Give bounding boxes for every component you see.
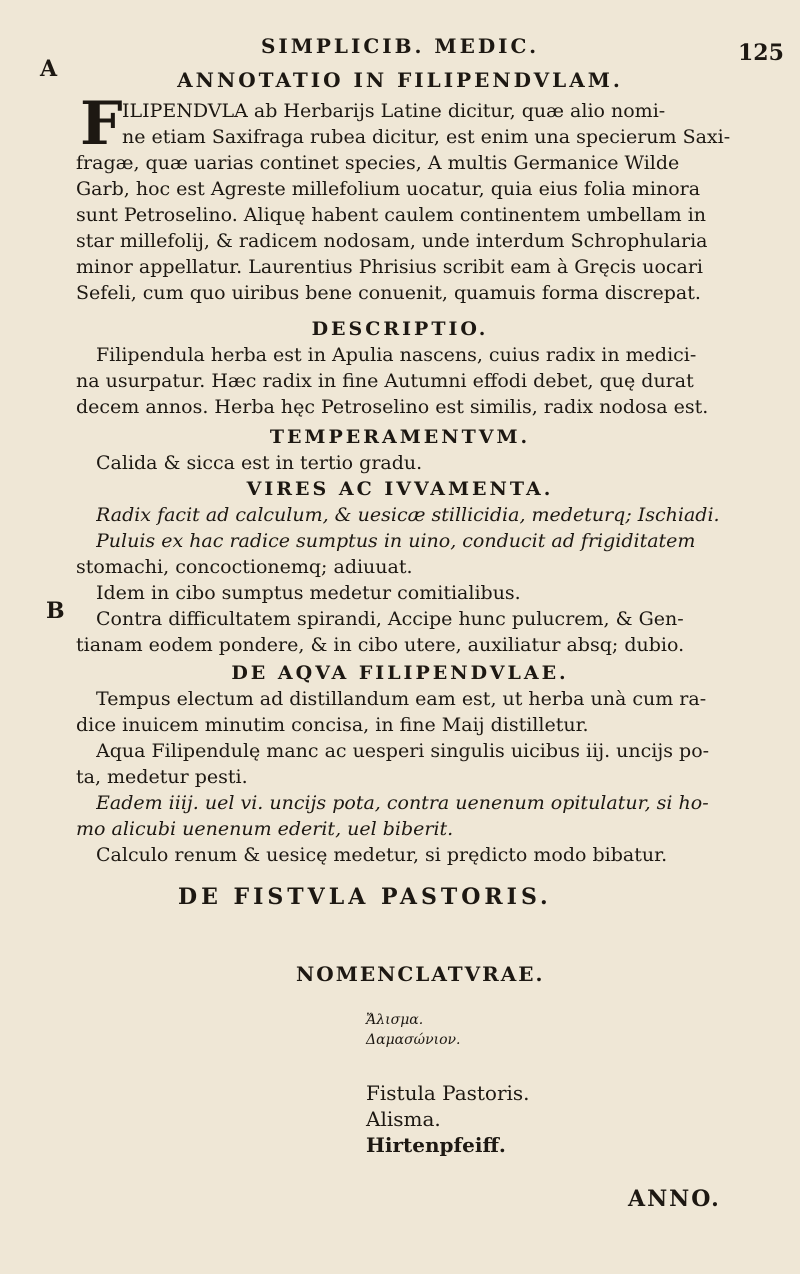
page-number: 125: [738, 40, 784, 66]
text-line: Idem in cibo sumptus medetur comitialibus.: [96, 582, 521, 604]
text-line: Filipendula herba est in Apulia nascens, cuius radix in medici-: [96, 344, 697, 366]
intro-paragraph: [76, 150, 736, 306]
text-line: ILIPENDVLA ab Herbarijs Latine dicitur, quæ alio nomi-: [122, 100, 666, 122]
text-line: dice inuicem minutim concisa, in fine Maij distilletur.: [76, 714, 589, 736]
margin-letter-a: A: [40, 56, 58, 82]
text-line: fragæ, quæ uarias continet species, A multis Germanice Wilde: [76, 152, 680, 174]
text-line: Puluis ex hac radice sumptus in uino, conducit ad frigiditatem: [96, 530, 696, 552]
text-line: Calida & sicca est in tertio gradu.: [96, 452, 423, 474]
aqua-paragraph: [76, 686, 756, 868]
heading-descriptio: DESCRIPTIO.: [311, 318, 489, 340]
greek-name: Δαμασώνιον.: [366, 1032, 461, 1048]
text-line: ta, medetur pesti.: [76, 766, 248, 788]
text-line: stomachi, concoctionemq; adiuuat.: [76, 556, 413, 578]
text-line: Aqua Filipendulę manc ac uesperi singulis uicibus iij. uncijs po-: [96, 740, 710, 762]
temperamentum-paragraph: [96, 450, 756, 476]
margin-letter-b: B: [46, 598, 65, 624]
vires-paragraph: [76, 502, 756, 658]
running-head: SIMPLICIB. MEDIC.: [260, 34, 540, 58]
text-line: mo alicubi uenenum ederit, uel biberit.: [76, 818, 454, 840]
greek-names: [366, 1010, 460, 1050]
text-line: star millefolij, & radicem nodosam, unde interdum Schrophularia: [76, 230, 708, 252]
heading-vires: VIRES AC IVVAMENTA.: [246, 478, 554, 500]
text-line: minor appellatur. Laurentius Phrisius scribit eam à Gręcis uocari: [76, 256, 704, 278]
catchword: ANNO.: [628, 1186, 721, 1212]
section-title: ANNOTATIO IN FILIPENDVLAM.: [177, 68, 623, 92]
text-line: decem annos. Herba hęc Petroselino est similis, radix nodosa est.: [76, 396, 709, 418]
text-line: sunt Petroselino. Aliquę habent caulem continentem umbellam in: [76, 204, 707, 226]
heading-nomenclaturae: NOMENCLATVRAE.: [296, 962, 545, 986]
heading-fistula-pastoris: DE FISTVLA PASTORIS.: [178, 884, 552, 910]
drop-cap: F: [80, 89, 123, 159]
text-line: Garb, hoc est Agreste millefolium uocatur, quia eius folia minora: [76, 178, 701, 200]
text-line: Sefeli, cum quo uiribus bene conuenit, quamuis forma discrepat.: [76, 282, 701, 304]
heading-aqua: DE AQVA FILIPENDVLAE.: [231, 662, 569, 684]
plant-name: Alisma.: [366, 1107, 441, 1131]
descriptio-paragraph: [76, 342, 756, 420]
text-line: ne etiam Saxifraga rubea dicitur, est enim una specierum Saxi-: [122, 126, 731, 148]
heading-temperamentum: TEMPERAMENTVM.: [269, 426, 531, 448]
text-line: Contra difficultatem spirandi, Accipe hunc pulucrem, & Gen-: [96, 608, 684, 630]
greek-name: Ἄλισμα.: [366, 1012, 424, 1028]
text-line: na usurpatur. Hæc radix in fine Autumni effodi debet, quę durat: [76, 370, 694, 392]
text-line: Tempus electum ad distillandum eam est, ut herba unà cum ra-: [96, 688, 707, 710]
latin-german-names: [366, 1080, 530, 1158]
intro-first-lines: [122, 98, 742, 150]
plant-name: Fistula Pastoris.: [366, 1081, 530, 1105]
text-line: Radix facit ad calculum, & uesicæ stillicidia, medeturq; Ischiadi.: [96, 504, 720, 526]
text-line: Calculo renum & uesicę medetur, si prędicto modo bibatur.: [96, 844, 668, 866]
text-line: tianam eodem pondere, & in cibo utere, auxiliatur absq; dubio.: [76, 634, 685, 656]
plant-name: Hirtenpfeiff.: [366, 1133, 506, 1157]
text-line: Eadem iiij. uel vi. uncijs pota, contra uenenum opitulatur, si ho-: [96, 792, 709, 814]
